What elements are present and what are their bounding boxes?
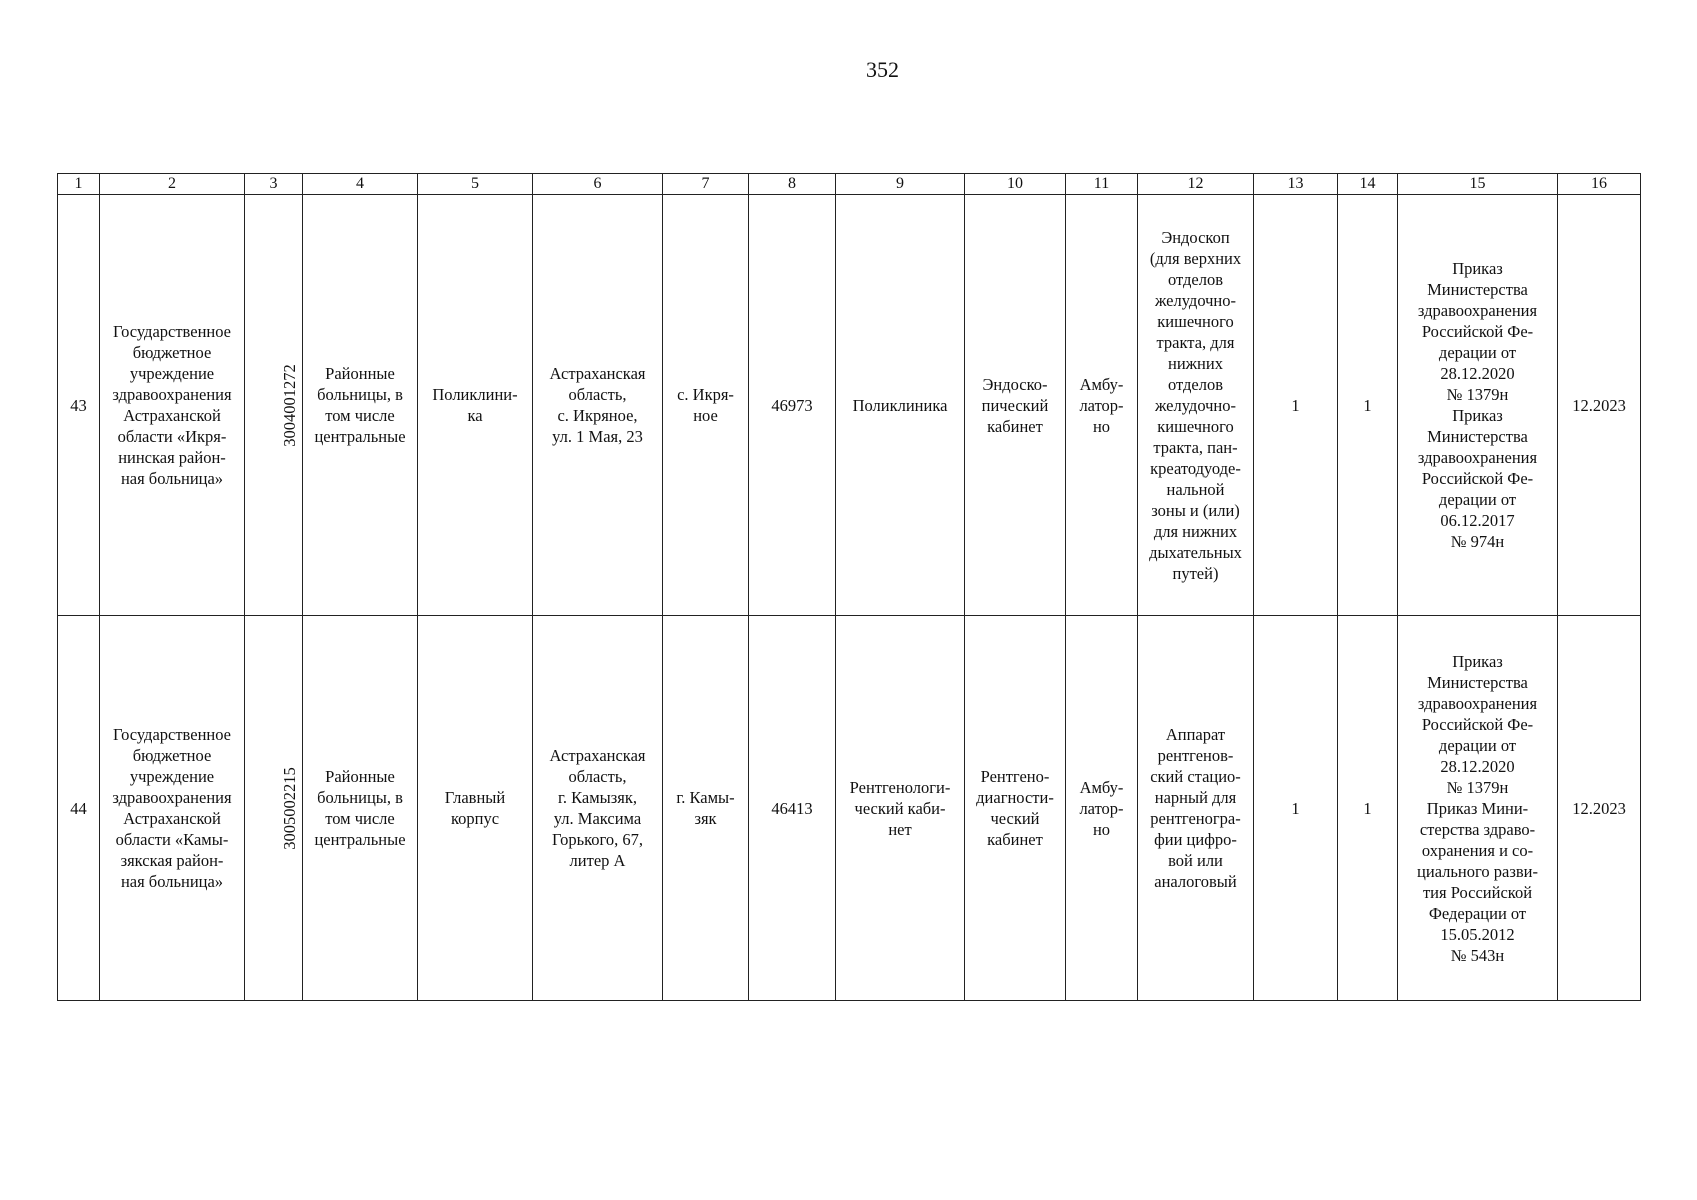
column-header: 5 (418, 174, 533, 195)
equipment-name: Эндоскоп (для верхних отделов желудочно- кишечного тракта, для нижних отделов желудочно- кишечного тракта, пан- креатодуоде- нальной зоны и (или) для нижних дыхательных путей) (1138, 195, 1254, 616)
building: Поликлини- ка (418, 195, 533, 616)
row-number: 43 (58, 195, 100, 616)
column-header: 12 (1138, 174, 1254, 195)
column-header: 7 (663, 174, 749, 195)
column-header: 1 (58, 174, 100, 195)
table-row (58, 616, 1641, 1001)
table-row (58, 195, 1641, 616)
legal-basis: Приказ Министерства здравоохранения Российской Фе- дерации от 28.12.2020 № 1379н Приказ Мини- стерства здраво- охранения и со- циального разви- тия Российской Федерации от 15.05.2012 № 543н (1398, 616, 1558, 1001)
column-header: 16 (1558, 174, 1641, 195)
room: Рентгено- диагности- ческий кабинет (965, 616, 1066, 1001)
settlement: г. Камы- зяк (663, 616, 749, 1001)
quantity-required: 1 (1254, 616, 1338, 1001)
column-header: 9 (836, 174, 965, 195)
equipment-register-table (57, 173, 1641, 1001)
organization-name: Государственное бюджетное учреждение здравоохранения Астраханской области «Икря- нинская район- ная больница» (100, 195, 245, 616)
oktmo-code: 46973 (749, 195, 836, 616)
column-header: 3 (245, 174, 303, 195)
quantity-required: 1 (1254, 195, 1338, 616)
department: Поликлиника (836, 195, 965, 616)
address: Астраханская область, с. Икряное, ул. 1 Мая, 23 (533, 195, 663, 616)
column-number-row (58, 174, 1641, 195)
department: Рентгенологи- ческий каби- нет (836, 616, 965, 1001)
quantity-planned: 1 (1338, 195, 1398, 616)
building: Главный корпус (418, 616, 533, 1001)
column-header: 14 (1338, 174, 1398, 195)
column-header: 10 (965, 174, 1066, 195)
deadline: 12.2023 (1558, 616, 1641, 1001)
column-header: 4 (303, 174, 418, 195)
oktmo-code: 46413 (749, 616, 836, 1001)
equipment-name: Аппарат рентгенов- ский стацио- нарный для рентгеногра- фии цифро- вой или аналоговый (1138, 616, 1254, 1001)
care-conditions: Амбу- латор- но (1066, 616, 1138, 1001)
column-header: 6 (533, 174, 663, 195)
organization-name: Государственное бюджетное учреждение здравоохранения Астраханской области «Камы- зякская район- ная больница» (100, 616, 245, 1001)
column-header: 13 (1254, 174, 1338, 195)
column-header: 11 (1066, 174, 1138, 195)
organization-type: Районные больницы, в том числе центральные (303, 616, 418, 1001)
quantity-planned: 1 (1338, 616, 1398, 1001)
deadline: 12.2023 (1558, 195, 1641, 616)
address: Астраханская область, г. Камызяк, ул. Максима Горького, 67, литер А (533, 616, 663, 1001)
column-header: 15 (1398, 174, 1558, 195)
organization-code-text: 3005002215 (279, 766, 299, 850)
row-number: 44 (58, 616, 100, 1001)
room: Эндоско- пический кабинет (965, 195, 1066, 616)
page-number: 352 (866, 57, 899, 82)
legal-basis: Приказ Министерства здравоохранения Российской Фе- дерации от 28.12.2020 № 1379н Приказ Министерства здравоохранения Российской Фе- дерации от 06.12.2017 № 974н (1398, 195, 1558, 616)
care-conditions: Амбу- латор- но (1066, 195, 1138, 616)
column-header: 8 (749, 174, 836, 195)
column-header: 2 (100, 174, 245, 195)
organization-type: Районные больницы, в том числе центральные (303, 195, 418, 616)
organization-code (245, 616, 303, 1001)
settlement: с. Икря- ное (663, 195, 749, 616)
organization-code (245, 195, 303, 616)
organization-code-text: 3004001272 (279, 363, 299, 447)
